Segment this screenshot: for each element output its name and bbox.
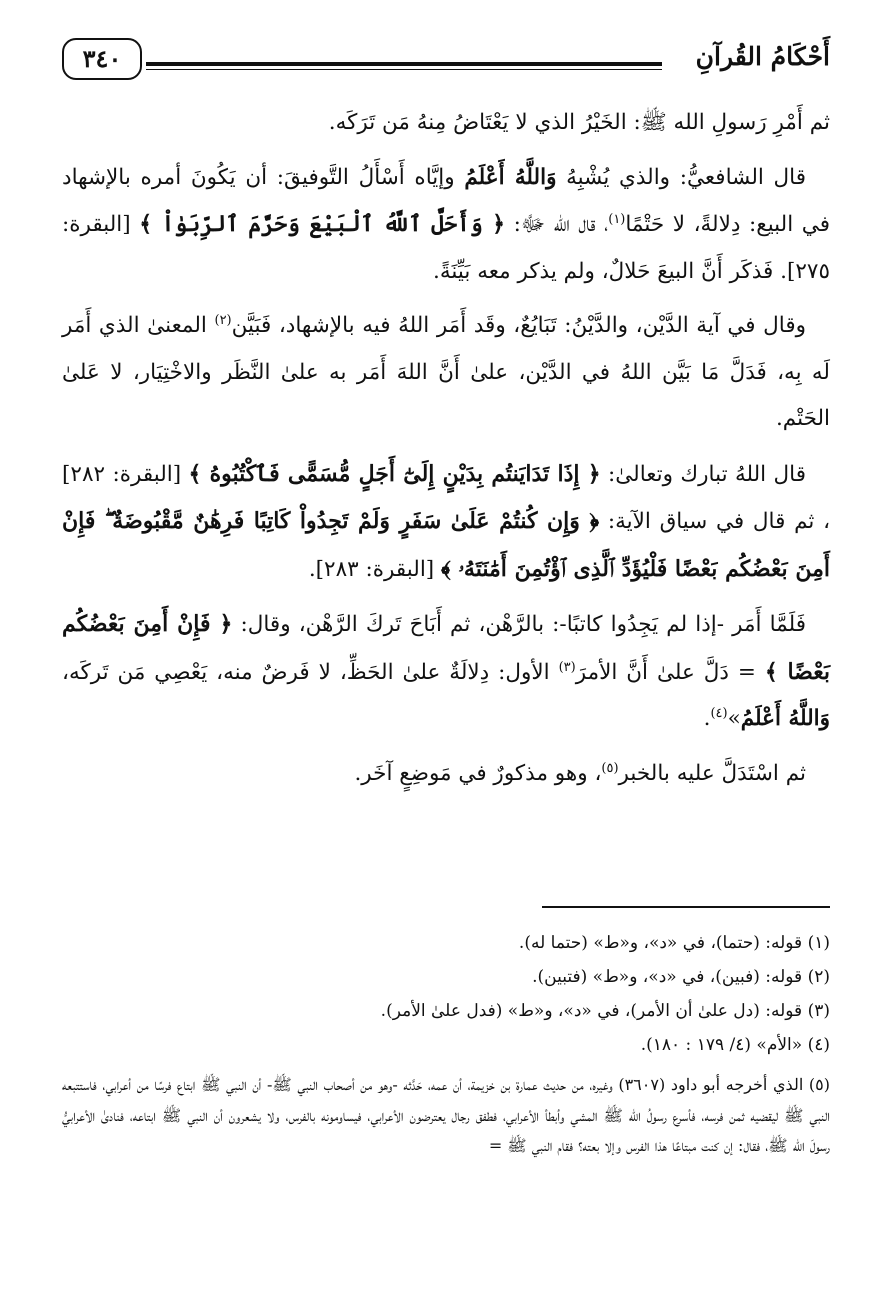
phrase-allahu-alam: وَاللَّهُ أَعْلَمُ [740, 706, 830, 731]
paragraph-1 [62, 100, 830, 147]
paragraph-3-text-a: وقال في آية الدَّيْن، والدَّيْنُ: تَبَايُعٌ، وقَد أَمَر اللهُ فيه بالإشهاد، فَبَيَّن [231, 313, 806, 338]
paragraph-6-text-a: ثم اسْتَدَلَّ عليه بالخبر [618, 760, 806, 786]
footnote-ref-1[interactable]: (١) [608, 211, 626, 227]
paragraph-2-text-e: [البقرة: ٢٧٥]. فَذكَر أَنَّ البيعَ حَلالٌ، ولم يذكر معه بَيِّنَةً. [62, 212, 830, 284]
footnote-1: (١) قوله: (حتما)، في «د»، و«ط» (حتما له). [518, 933, 830, 953]
paragraph-5-text-a: فَلَمَّا أَمَر -إذا لم يَجِدُوا كاتبًا-: بالرَّهْن، ثم أَبَاحَ تَركَ الرَّهْن، وقال: [232, 612, 806, 637]
quran-verse: ﴿ فَإِنْ أَمِنَ بَعْضُكُم بَعْضًا ﴾ [62, 611, 830, 685]
header-rule [146, 62, 662, 66]
closing-quote: » [727, 706, 741, 731]
footnote-ref-4[interactable]: (٤) [710, 705, 728, 721]
main-text [62, 100, 830, 805]
footnote-2: (٢) قوله: (فبين)، في «د»، و«ط» (فتبين). [532, 967, 830, 987]
paragraph-2-text-a: قال الشافعيُّ: والذي يُشْبِهُ [556, 164, 806, 190]
paragraph-4-text-a: قال اللهُ تبارك وتعالىٰ: [600, 461, 806, 487]
paragraph-2-text-d: ، قال الله ﷻ: [505, 212, 609, 237]
footnote-ref-5[interactable]: (٥) [601, 760, 619, 776]
running-title: أَحْكَامُ القُرآنِ [695, 42, 830, 71]
paragraph-2 [62, 155, 830, 296]
footnote-3: (٣) قوله: (دل علىٰ أن الأمر)، في «د»، و«ط» (فدل علىٰ الأمر). [380, 1001, 830, 1021]
footnotes [62, 926, 830, 1162]
paragraph-1-text: ثم أَمْرِ رَسولِ الله ﷺ: الخَيْرُ الذي لا يَعْتَاضُ مِنهُ مَن تَرَكَه. [328, 110, 830, 135]
paragraph-3 [62, 303, 830, 443]
footnote-5: (٥) الذي أخرجه أبو داود (٣٦٠٧) وغيره، من حديث عمارة بن خزيمة، أن عمه، حَدَّثه -وهو من أصحاب النبي ﷺ- أن النبي ﷺ ابتاع فرسًا من أعرابي، فاستتبعه النبي ﷺ ليقضيه ثمن فرسه، فأسرع رسولُ الله ﷺ المشي وأبطأ الأعرابي، فطفق رجال يعترضون الأعرابي، فيساومونه بالفرس، ولا يشعرون أن النبي ﷺ ابتاعه، فنادىٰ الأعرابيُّ رسولَ الله ﷺ، فقال: إن كنت مبتاعًا هذا الفرس وإلا بعته؟ فقام النبي ﷺ = [62, 1075, 831, 1155]
phrase-allahu-alam: وَاللَّهُ أَعْلَمُ [464, 164, 557, 190]
footnote-separator [542, 906, 830, 908]
paragraph-6-text-b: ، وهو مذكورٌ في مَوضِعٍ آخَر. [354, 760, 602, 786]
paragraph-6 [62, 751, 830, 798]
paragraph-5-text-b: = دَلَّ علىٰ أَنَّ الأمرَ [575, 659, 765, 685]
page-header [62, 38, 830, 82]
footnote-ref-2[interactable]: (٢) [214, 312, 232, 328]
quran-verse-2: ﴿ وَإِن كُنتُمْ عَلَىٰ سَفَرٍ وَلَمْ تَجِدُواْ كَاتِبًا فَرِهَٰنٌ مَّقْبُوضَةٌ ۖ فَإِنْ أَمِنَ بَعْضُكُم بَعْضًا فَلْيُؤَدِّ ٱلَّذِى ٱؤْتُمِنَ أَمَٰنَتَهُۥ ﴾ [62, 508, 830, 582]
paragraph-5-text-f: . [703, 706, 711, 731]
book-page [62, 28, 830, 1278]
paragraph-2-text-c: وإيَّاه أَسْأَلُ التَّوفيقَ: أن يَكُونَ أمره بالإشهاد في البيع: دِلالةً، لا حَتْمًا [62, 164, 830, 237]
paragraph-4 [62, 451, 830, 594]
quran-verse: ﴿ وَأَحَلَّ ٱللَّهُ ٱلْبَيْعَ وَحَرَّمَ ٱلرِّبَوٰاْ ﴾ [139, 211, 506, 237]
paragraph-5-text-c: الأول: دِلالَةٌ علىٰ الحَظِّ، لا فَرضٌ منه، يَعْصِي مَن تَركَه، [62, 659, 559, 685]
paragraph-3-text-b: المعنىٰ الذي أَمَر لَه بِه، فَدَلَّ مَا بَيَّن اللهُ في الدَّيْن، علىٰ أَنَّ اللهَ أَمَر به علىٰ النَّظَر والاخْتِيَار، لا عَلىٰ الحَتْم. [62, 313, 830, 431]
paragraph-4-text-b: [البقرة: ٢٨٢] ، ثم قال في سياق الآية: [62, 461, 831, 534]
footnote-4: (٤) «الأم» (٤/ ١٧٩ : ١٨٠). [640, 1035, 830, 1055]
quran-verse-1: ﴿ إِذَا تَدَايَنتُم بِدَيْنٍ إِلَىٰٓ أَجَلٍ مُّسَمًّى فَٱكْتُبُوهُ ﴾ [188, 460, 601, 487]
paragraph-4-text-c: [البقرة: ٢٨٣]. [308, 556, 442, 582]
paragraph-5 [62, 601, 830, 743]
page-number: ٣٤٠ [62, 38, 142, 80]
footnote-ref-3[interactable]: (٣) [558, 659, 576, 675]
